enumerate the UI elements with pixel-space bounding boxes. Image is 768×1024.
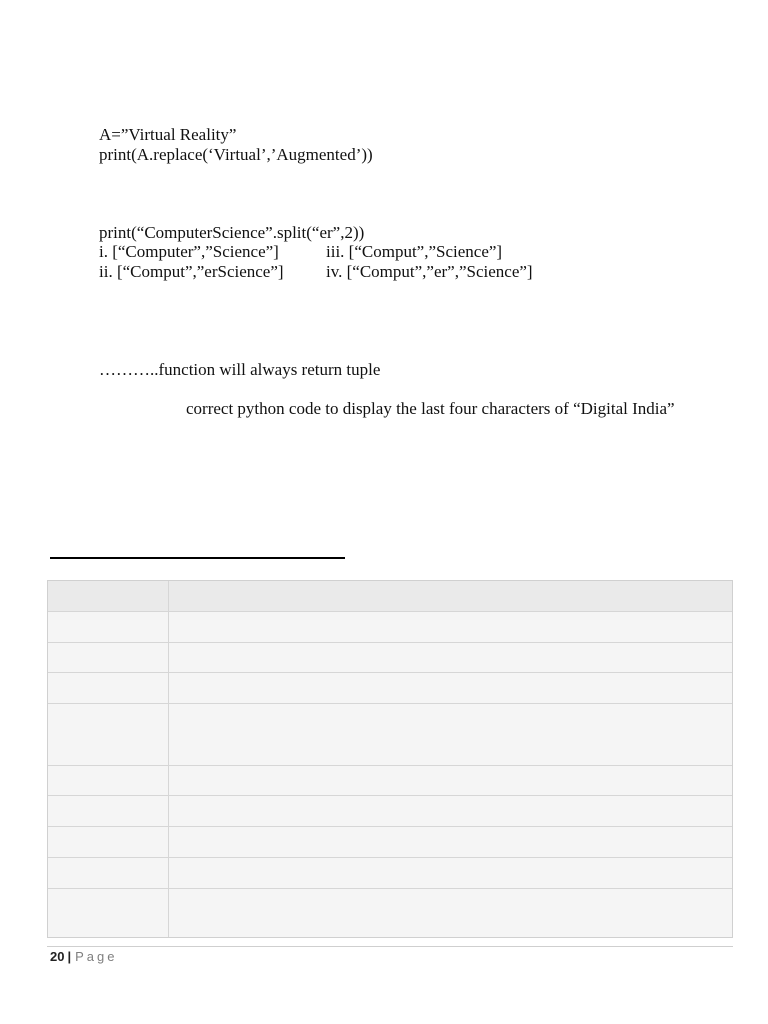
table-cell [48,766,169,795]
table-cell [48,858,169,888]
table-cell [48,827,169,857]
option-iv: iv. [“Comput”,”er”,”Science”] [326,262,533,281]
table-row [48,889,732,937]
option-i: i. [“Computer”,”Science”] [99,242,279,261]
option-iii: iii. [“Comput”,”Science”] [326,242,503,261]
table-cell [48,796,169,826]
footer-separator: | [67,949,72,964]
options-row-2 [0,262,768,282]
table-row [48,673,732,704]
table-row [48,643,732,673]
table-row [48,612,732,643]
page-number: 20 [50,949,65,964]
table-row [48,704,732,766]
section-heading-rule [50,557,345,559]
table-row [48,827,732,858]
table-cell [48,581,169,611]
options-row-1 [0,242,768,262]
code-line-assign: A=”Virtual Reality” [99,125,237,144]
page-footer [50,949,117,965]
code-line-split: print(“ComputerScience”.split(“er”,2)) [99,223,365,242]
table-row [48,766,732,796]
question-last-four-characters: correct python code to display the last four characters of “Digital India” [186,399,675,418]
table-header-row [48,581,732,612]
table-cell [48,673,169,703]
table-cell [48,704,169,765]
table-cell [48,612,169,642]
code-line-replace: print(A.replace(‘Virtual’,’Augmented’)) [99,145,373,164]
answer-table [47,580,733,938]
table-row [48,796,732,827]
option-ii: ii. [“Comput”,”erScience”] [99,262,284,281]
footer-divider [47,946,733,947]
table-cell [48,643,169,672]
page-label: Page [75,949,118,964]
question-tuple-function: ………..function will always return tuple [99,360,381,379]
table-cell [48,889,169,937]
table-row [48,858,732,889]
